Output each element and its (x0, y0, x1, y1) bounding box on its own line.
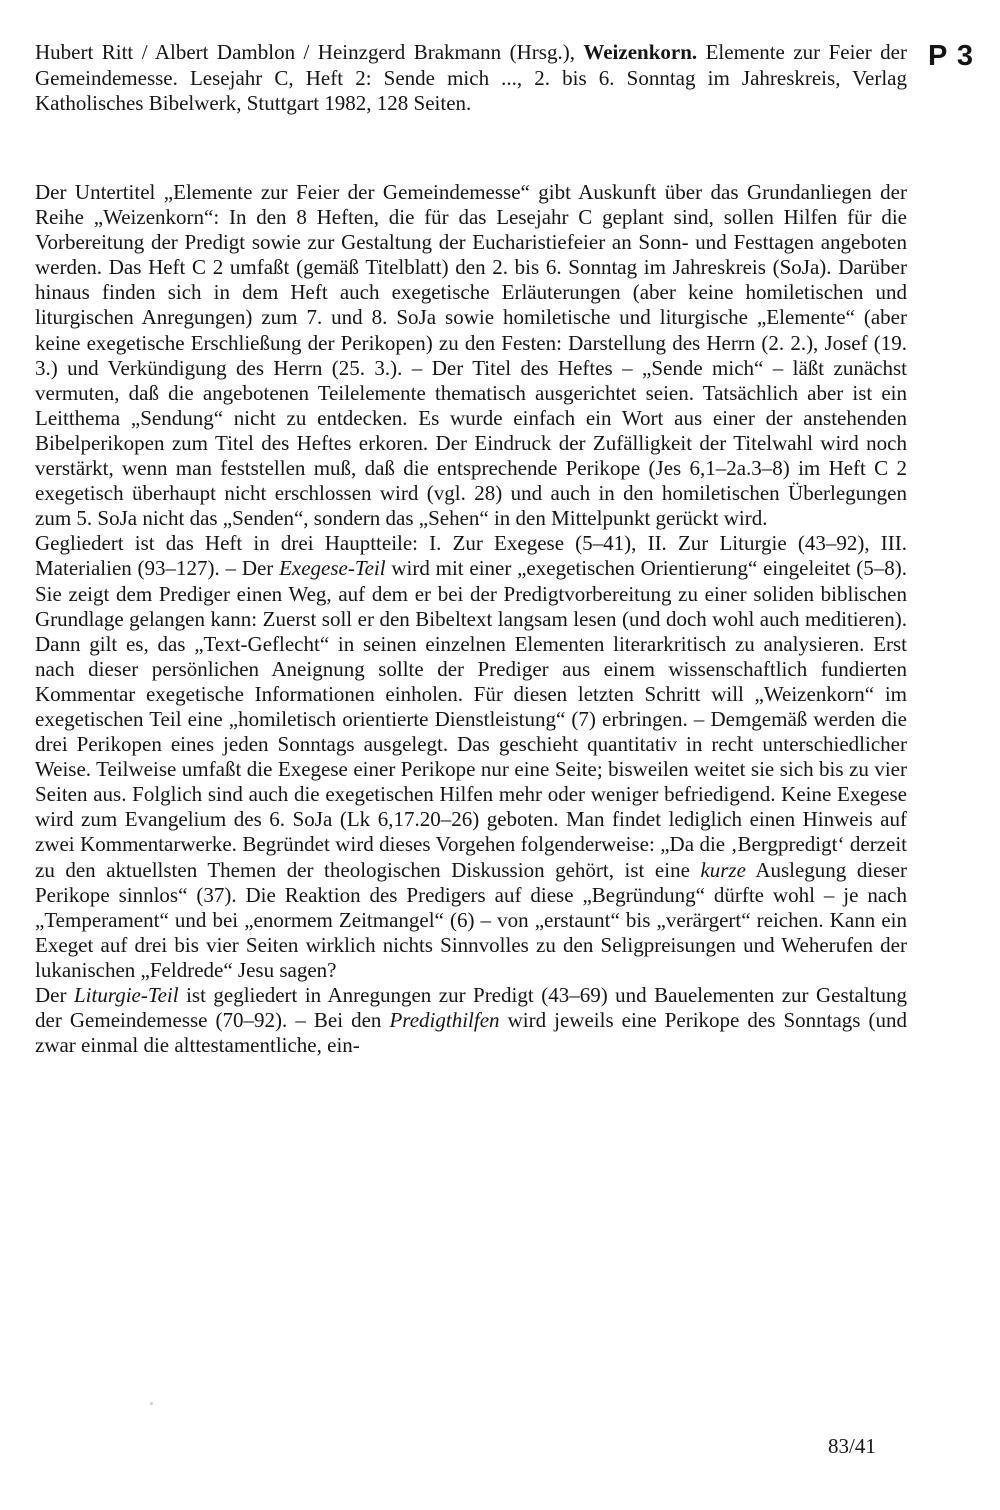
paragraph-2-text-a: Gegliedert ist das Heft in drei Hauptteile: I. Zur Exegese (5–41), II. Zur Liturgie (43–92), III. Materialien (93–127). – Der (35, 531, 907, 581)
page-number: 83/41 (828, 1434, 876, 1458)
review-body (35, 180, 907, 1058)
scan-speck (150, 1402, 153, 1405)
bibliographic-entry (35, 40, 907, 117)
paragraph-3-text-c: wird jeweils eine Perikope des Sonntags (und zwar einmal die alttestamentliche, ein- (35, 1008, 908, 1058)
paragraph-3-text-b: ist gegliedert in Anregungen zur Predigt (43–69) und Bauelementen zur Gestaltung der Gemeindemesse (70–92). – Bei den (35, 983, 908, 1033)
book-title: Weizenkorn. (583, 40, 698, 64)
review-paragraph-2 (35, 531, 907, 983)
exegese-teil-term: Exegese-Teil (279, 556, 386, 581)
paragraph-2-text-b: wird mit einer „exegetischen Orientierung“ eingeleitet (5–8). Sie zeigt dem Prediger einen Weg, auf dem er bei der Predigtvorbereitung zu einer soliden biblischen Grundlage gelangen kann: Zuerst soll er den Bibeltext langsam lesen (und doch wohl auch meditieren). Dann gilt es, das „Text-Geflecht“ in seinen einzelnen Elementen literarkritisch zu analysieren. Erst nach dieser persönlichen Aneignung sollte der Prediger aus einem wissenschaftlich fundierten Kommentar exegetische Informationen einholen. Für diesen letzten Schritt will „Weizenkorn“ im exegetischen Teil eine „homiletisch orientierte Dienstleistung“ (7) erbringen. – Demgemäß werden die drei Perikopen eines jeden Sonntags ausgelegt. Das geschieht quantitativ in recht unterschiedlicher Weise. Teilweise umfaßt die Exegese einer Perikope nur eine Seite; bisweilen weitet sie sich bis zu vier Seiten aus. Folglich sind auch die exegetischen Hilfen mehr oder weniger befriedigend. Keine Exegese wird zum Evangelium des 6. SoJa (Lk 6,17.20–26) geboten. Man findet lediglich einen Hinweis auf zwei Kommentarwerke. Begründet wird dieses Vorgehen folgenderweise: „Da die ‚Bergpredigt‘ derzeit zu den aktuellsten Themen der theologischen Diskussion gehört, ist eine (35, 556, 907, 882)
predigthilfen-term: Predigthilfen (389, 1008, 500, 1033)
kurze-emphasis: kurze (700, 857, 746, 882)
page-code-label: P 3 (928, 40, 975, 72)
review-paragraph-1: Der Untertitel „Elemente zur Feier der Gemeindemesse“ gibt Auskunft über das Grundanliegen der Reihe „Weizenkorn“: In den 8 Heften, die für das Lesejahr C geplant sind, sollen Hilfen für die Vorbereitung der Predigt sowie zur Gestaltung der Eucharistiefeier an Sonn- und Festtagen angeboten werden. Das Heft C 2 umfaßt (gemäß Titelblatt) den 2. bis 6. Sonntag im Jahreskreis (SoJa). Darüber hinaus finden sich in dem Heft auch exegetische Erläuterungen (aber keine homiletischen und liturgischen Anregungen) zum 7. und 8. SoJa sowie homiletische und liturgische „Elemente“ (aber keine exegetische Erschließung der Perikopen) zu den Festen: Darstellung des Herrn (2. 2.), Josef (19. 3.) und Verkündigung des Herrn (25. 3.). – Der Titel des Heftes – „Sende mich“ – läßt zunächst vermuten, daß die angebotenen Teilelemente thematisch ausgerichtet seien. Tatsächlich aber ist ein Leitthema „Sendung“ nicht zu entdecken. Es wurde einfach ein Wort aus einer der anstehenden Bibelperikopen zum Titel des Heftes erkoren. Der Eindruck der Zufälligkeit der Titelwahl wird noch verstärkt, wenn man feststellen muß, daß die entsprechende Perikope (Jes 6,1–2a.3–8) im Heft C 2 exegetisch überhaupt nicht erschlossen wird (vgl. 28) und auch in den homiletischen Überlegungen zum 5. SoJa nicht das „Senden“, sondern das „Sehen“ in den Mittelpunkt gerückt wird. (35, 180, 907, 531)
paragraph-3-text-a: Der (35, 983, 74, 1007)
book-authors: Hubert Ritt / Albert Damblon / Heinzgerd Brakmann (Hrsg.), (35, 40, 584, 64)
book-details: Elemente zur Feier der Gemeindemesse. Lesejahr C, Heft 2: Sende mich ..., 2. bis 6. Sonntag im Jahreskreis, Verlag Katholisches Bibelwerk, Stuttgart 1982, 128 Seiten. (35, 40, 907, 116)
review-paragraph-3 (35, 983, 907, 1058)
paragraph-2-text-c: Auslegung dieser Perikope sinnlos“ (37). Die Reaktion des Predigers auf diese „Begründung“ dürfte wohl – je nach „Temperament“ und bei „enormem Zeitmangel“ (6) – von „erstaunt“ bis „verärgert“ reichen. Kann ein Exeget auf drei bis vier Seiten wirklich nichts Sinnvolles zu den Seligpreisungen und Weherufen der lukanischen „Feldrede“ Jesu sagen? (35, 857, 907, 982)
liturgie-teil-term: Liturgie-Teil (73, 983, 179, 1007)
